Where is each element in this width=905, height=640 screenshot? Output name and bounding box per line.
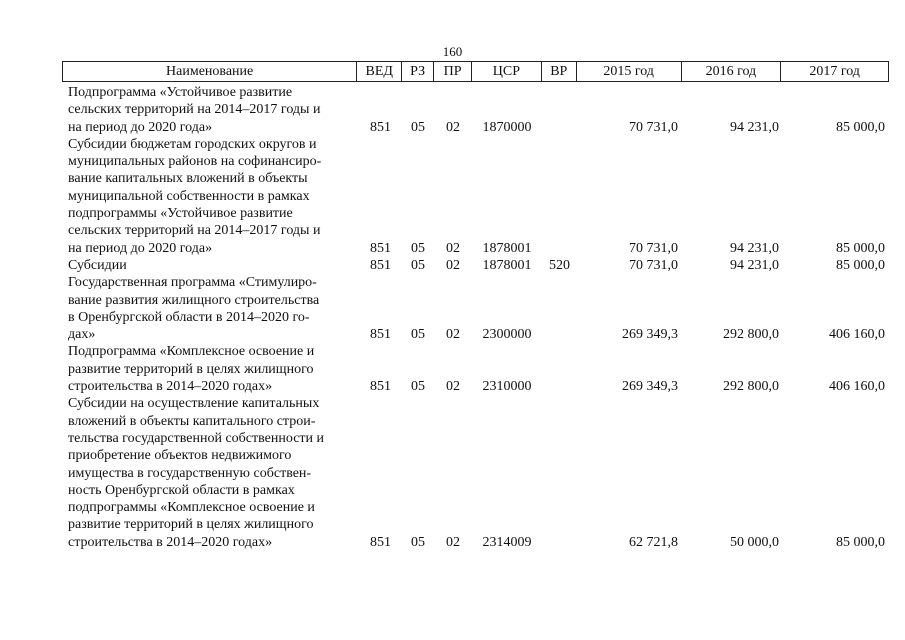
page-number: 160 [442, 44, 463, 59]
header-name: Наименование [63, 62, 357, 81]
header-2017: 2017 год [809, 64, 860, 79]
row-name-line: строительства в 2014–2020 годах» [68, 534, 273, 550]
row-name-line: Подпрограмма «Комплексное освоение и [68, 344, 315, 360]
table-row [62, 136, 889, 257]
row-name-line: вложений в объекты капитального строи- [68, 413, 316, 429]
row-rz: 05 [411, 119, 425, 135]
row-name [62, 84, 357, 136]
row-2015: 70 731,0 [629, 119, 678, 135]
row-ved: 851 [370, 240, 391, 256]
row-rz: 05 [411, 257, 425, 273]
row-name-line: сельских территорий на 2014–2017 годы и [68, 102, 321, 118]
row-name-line: на период до 2020 года» [68, 240, 213, 256]
row-name [62, 257, 357, 274]
header-vr: ВР [542, 62, 577, 81]
row-name [62, 274, 357, 343]
row-vr: 520 [549, 257, 570, 273]
row-2016: 50 000,0 [730, 534, 779, 550]
row-name [62, 343, 357, 395]
row-2017: 85 000,0 [836, 240, 885, 256]
row-name-line: в Оренбургской области в 2014–2020 го- [68, 309, 310, 325]
table-header [62, 61, 889, 82]
row-name-line: Субсидии на осуществление капитальных [68, 396, 320, 412]
row-name-line: развитие территорий в целях жилищного [68, 517, 314, 533]
header-ved: ВЕД [357, 62, 402, 81]
row-name-line: вание развития жилищного строительства [68, 292, 320, 308]
row-csr: 2314009 [482, 534, 532, 550]
row-ved: 851 [370, 257, 391, 273]
row-name-line: строительства в 2014–2020 годах» [68, 379, 273, 395]
table-row [62, 274, 889, 343]
row-rz: 05 [411, 534, 425, 550]
row-2015: 269 349,3 [622, 379, 678, 395]
row-ved: 851 [370, 119, 391, 135]
table-row [62, 395, 889, 551]
row-name-line: подпрограммы «Устойчивое развитие [68, 206, 293, 222]
row-name-line: муниципальных районов на софинансиро- [68, 154, 322, 170]
row-pr: 02 [446, 119, 460, 135]
row-2017: 85 000,0 [836, 257, 885, 273]
row-csr: 2300000 [482, 327, 532, 343]
row-name-line: вание капитальных вложений в объекты [68, 171, 308, 187]
row-ved: 851 [370, 327, 391, 343]
row-2016: 94 231,0 [730, 119, 779, 135]
row-pr: 02 [446, 534, 460, 550]
row-2017: 85 000,0 [836, 534, 885, 550]
row-name-line: Государственная программа «Стимулиро- [68, 275, 317, 291]
row-csr: 1878001 [482, 240, 532, 256]
row-2015: 70 731,0 [629, 257, 678, 273]
row-2016: 94 231,0 [730, 240, 779, 256]
table-row [62, 84, 889, 136]
row-name-line: тельства государственной собственности и [68, 430, 325, 446]
row-name-line: приобретение объектов недвижимого [68, 448, 292, 464]
row-pr: 02 [446, 257, 460, 273]
row-2015: 269 349,3 [622, 327, 678, 343]
row-pr: 02 [446, 379, 460, 395]
row-rz: 05 [411, 327, 425, 343]
header-csr: ЦСР [472, 62, 542, 81]
row-csr: 1878001 [482, 257, 532, 273]
row-2017: 406 160,0 [829, 379, 885, 395]
header-pr: ПР [434, 62, 472, 81]
row-name-line: Субсидии [68, 257, 127, 273]
row-2017: 406 160,0 [829, 327, 885, 343]
row-rz: 05 [411, 240, 425, 256]
row-name-line: сельских территорий на 2014–2017 годы и [68, 223, 321, 239]
table-row [62, 343, 889, 395]
row-csr: 2310000 [482, 379, 532, 395]
row-ved: 851 [370, 534, 391, 550]
row-pr: 02 [446, 327, 460, 343]
row-2016: 94 231,0 [730, 257, 779, 273]
row-name-line: Подпрограмма «Устойчивое развитие [68, 85, 293, 100]
row-pr: 02 [446, 240, 460, 256]
row-2015: 62 721,8 [629, 534, 678, 550]
row-name-line: имущества в государственную собствен- [68, 465, 312, 481]
row-name-line: Субсидии бюджетам городских округов и [68, 136, 317, 152]
row-name-line: на период до 2020 года» [68, 119, 213, 135]
row-2016: 292 800,0 [723, 379, 779, 395]
row-2015: 70 731,0 [629, 240, 678, 256]
row-2016: 292 800,0 [723, 327, 779, 343]
row-name-line: развитие территорий в целях жилищного [68, 361, 314, 377]
row-name [62, 395, 357, 551]
row-rz: 05 [411, 379, 425, 395]
table-body [62, 84, 889, 551]
row-csr: 1870000 [482, 119, 532, 135]
header-rz: РЗ [402, 62, 434, 81]
row-name-line: дах» [68, 327, 96, 343]
row-name-line: ность Оренбургской области в рамках [68, 482, 295, 498]
header-2016: 2016 год [682, 62, 782, 81]
row-ved: 851 [370, 379, 391, 395]
header-2015: 2015 год [577, 62, 682, 81]
row-name [62, 136, 357, 257]
row-name-line: муниципальной собственности в рамках [68, 188, 310, 204]
row-2017: 85 000,0 [836, 119, 885, 135]
table-row [62, 257, 889, 274]
row-name-line: подпрограммы «Комплексное освоение и [68, 500, 315, 516]
